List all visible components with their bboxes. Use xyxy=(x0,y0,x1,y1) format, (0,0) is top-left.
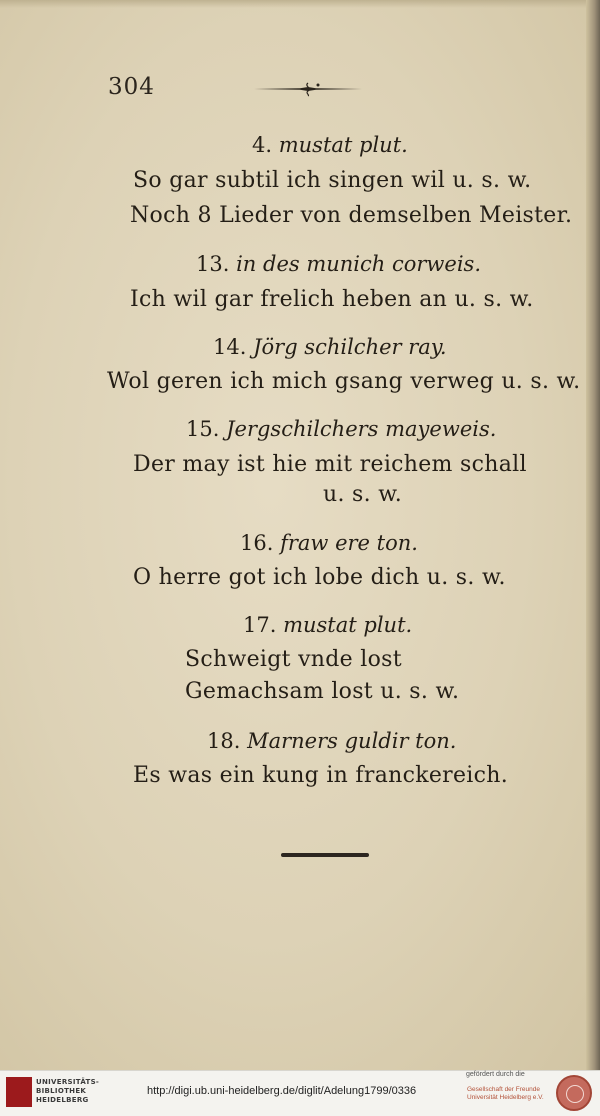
verse-line: Gemachsam lost u. s. w. xyxy=(185,679,460,704)
verse-line: Schweigt vnde lost xyxy=(185,647,402,672)
verse-line: u. s. w. xyxy=(323,482,403,507)
entry-heading xyxy=(213,335,447,359)
entry-heading xyxy=(240,531,418,555)
entry-heading xyxy=(186,417,496,441)
entry-heading xyxy=(252,133,408,157)
page-number: 304 xyxy=(108,74,155,100)
page-edge-shadow xyxy=(586,0,600,1070)
library-logo-line: BIBLIOTHEK xyxy=(36,1087,87,1095)
entry-number: 18. xyxy=(207,729,241,753)
page-top-shadow xyxy=(0,0,600,8)
verse-line: Der may ist hie mit reichem schall xyxy=(133,452,527,477)
entry-title: fraw ere ton. xyxy=(280,531,418,555)
sponsor-name-line: Gesellschaft der Freunde xyxy=(467,1086,540,1093)
library-logo-text[interactable] xyxy=(36,1078,99,1105)
sponsor-label: gefördert durch die xyxy=(466,1071,525,1078)
library-logo-line: HEIDELBERG xyxy=(36,1096,89,1104)
library-logo-icon[interactable] xyxy=(6,1077,32,1107)
entry-number: 4. xyxy=(252,133,273,157)
end-rule xyxy=(281,853,369,857)
entry-title: Jergschilchers mayeweis. xyxy=(226,417,497,441)
permalink-url[interactable]: http://digi.ub.uni-heidelberg.de/diglit/Adelung1799/0336 xyxy=(147,1085,417,1097)
library-logo-line: UNIVERSITÄTS- xyxy=(36,1078,100,1086)
entry-title: Marners guldir ton. xyxy=(247,729,457,753)
entry-title: Jörg schilcher ray. xyxy=(253,335,447,359)
entry-number: 17. xyxy=(243,613,277,637)
entry-heading xyxy=(243,613,412,637)
entry-title: mustat plut. xyxy=(283,613,413,637)
verse-line: Noch 8 Lieder von demselben Meister. xyxy=(130,203,573,228)
entry-number: 13. xyxy=(196,252,230,276)
verse-line: O herre got ich lobe dich u. s. w. xyxy=(133,565,506,590)
entry-title: in des munich corweis. xyxy=(236,252,481,276)
entry-number: 14. xyxy=(213,335,247,359)
sponsor-name-line: Universität Heidelberg e.V. xyxy=(467,1094,544,1101)
verse-line: Ich wil gar frelich heben an u. s. w. xyxy=(130,287,534,312)
university-seal-icon[interactable] xyxy=(556,1075,592,1111)
entry-number: 15. xyxy=(186,417,220,441)
sponsor-name[interactable] xyxy=(467,1086,544,1102)
verse-line: Wol geren ich mich gsang verweg u. s. w. xyxy=(107,369,581,394)
entry-heading xyxy=(207,729,456,753)
verse-line: Es was ein kung in franckereich. xyxy=(133,763,509,788)
entry-heading xyxy=(196,252,481,276)
entry-title: mustat plut. xyxy=(278,133,408,157)
verse-line: So gar subtil ich singen wil u. s. w. xyxy=(133,168,532,193)
entry-number: 16. xyxy=(240,531,274,555)
ornament-rule-icon xyxy=(252,80,364,98)
